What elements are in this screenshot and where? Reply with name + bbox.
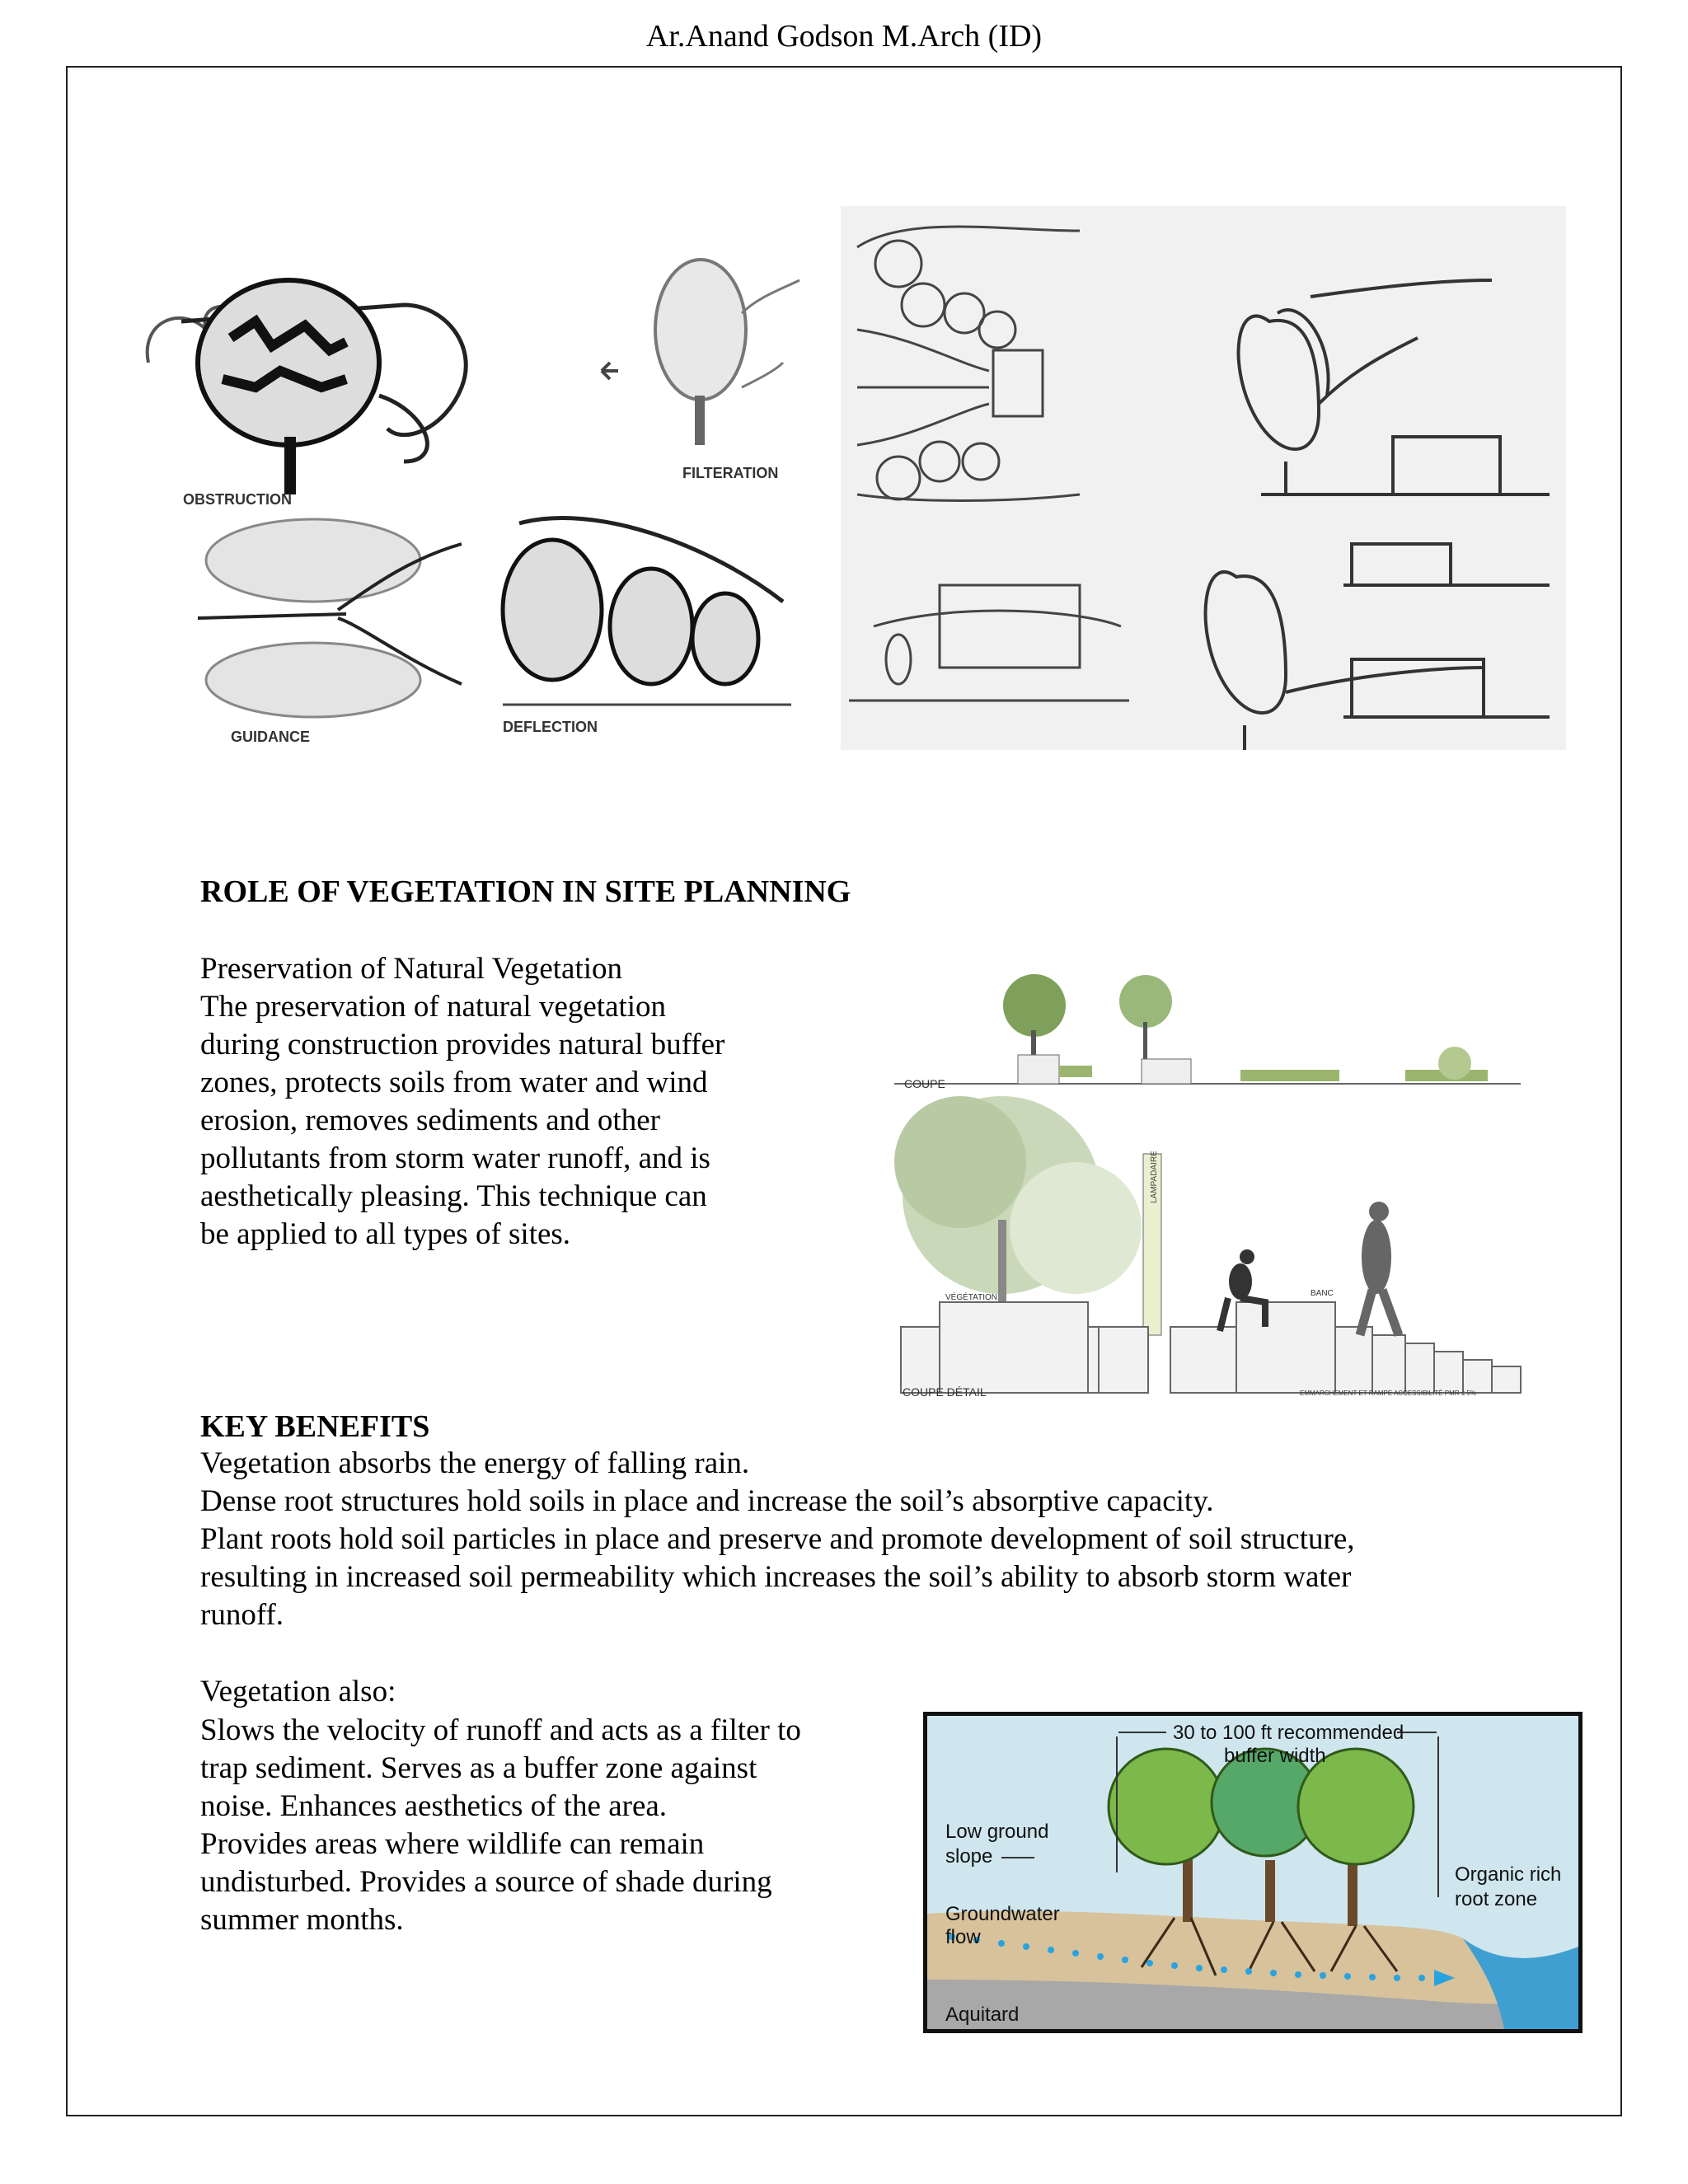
preservation-line: The preservation of natural vegetation (200, 990, 667, 1024)
vegetation-also-paragraph (200, 1712, 801, 1939)
also-line: noise. Enhances aesthetics of the area. (200, 1789, 668, 1823)
key-benefits-paragraph (200, 1445, 1355, 1634)
wind-control-figure (132, 198, 1566, 758)
also-line: summer months. (200, 1903, 404, 1937)
aquitard-label: Aquitard (945, 2004, 1020, 2026)
obstruction-label: OBSTRUCTION (183, 491, 292, 508)
low-ground-label: Low ground (945, 1821, 1049, 1843)
deflection-label: DEFLECTION (503, 719, 598, 735)
section-title: ROLE OF VEGETATION IN SITE PLANNING (200, 874, 851, 909)
also-line: undisturbed. Provides a source of shade during (200, 1865, 772, 1899)
buffer-width-label-2: buffer width (1224, 1745, 1326, 1767)
organic-rich-label: Organic rich (1455, 1863, 1562, 1886)
benefit-line: Vegetation absorbs the energy of falling rain. (200, 1446, 750, 1480)
groundwater-label: Groundwater (945, 1903, 1060, 1925)
preservation-line: erosion, removes sediments and other (200, 1104, 660, 1137)
buffer-width-label: 30 to 100 ft recommended (1173, 1722, 1404, 1744)
vegetation-label: VÉGÉTATION (945, 1293, 997, 1302)
benefit-line: resulting in increased soil permeability which increases the soil’s ability to absorb storm water (200, 1560, 1352, 1594)
benefit-line: runoff. (200, 1598, 284, 1632)
riparian-buffer-figure (923, 1712, 1582, 2033)
preservation-paragraph (200, 988, 724, 1254)
also-line: Provides areas where wildlife can remain (200, 1827, 705, 1861)
emmarchement-label: EMMARCHEMENT ET RAMPE ACCESSIBILITÉ PMR ≤ 5% (1300, 1390, 1476, 1397)
also-line: trap sediment. Serves as a buffer zone against (200, 1751, 757, 1785)
deflection-trees-icon (503, 518, 791, 735)
obstruction-tree-icon (148, 280, 467, 508)
guidance-label: GUIDANCE (231, 729, 311, 745)
preservation-line: during construction provides natural buffer (200, 1028, 725, 1062)
key-benefits-heading: KEY BENEFITS (200, 1409, 430, 1444)
benefit-line: Plant roots hold soil particles in place and preserve and promote development of soil structure, (200, 1522, 1355, 1556)
filteration-tree-icon (602, 260, 799, 481)
coupe-section-icon (894, 974, 1521, 1090)
landscape-section-figure (894, 972, 1525, 1405)
coupe-detail-label: COUPE DÉTAIL (903, 1385, 987, 1399)
slope-label: slope (945, 1845, 993, 1868)
flow-label: flow (945, 1926, 981, 1948)
coupe-detail-icon (894, 1096, 1521, 1399)
preservation-line: be applied to all types of sites. (200, 1217, 571, 1251)
guidance-shrubs-icon (198, 519, 462, 745)
preservation-line: pollutants from storm water runoff, and is (200, 1141, 710, 1175)
also-line: Slows the velocity of runoff and acts as a filter to (200, 1713, 801, 1747)
page-header: Ar.Anand Godson M.Arch (ID) (645, 19, 1043, 54)
vegetation-also-heading: Vegetation also: (200, 1675, 396, 1708)
preservation-heading: Preservation of Natural Vegetation (200, 952, 623, 986)
preservation-line: aesthetically pleasing. This technique can (200, 1179, 707, 1213)
banc-label: BANC (1311, 1289, 1334, 1298)
preservation-line: zones, protects soils from water and wind (200, 1066, 708, 1099)
lampadaire-label: LAMPADAIRE (1150, 1151, 1159, 1203)
root-zone-label: root zone (1455, 1888, 1538, 1910)
filteration-label: FILTERATION (682, 465, 779, 481)
benefit-line: Dense root structures hold soils in place and increase the soil’s absorptive capacity. (200, 1484, 1214, 1518)
coupe-label: COUPE (904, 1077, 945, 1090)
